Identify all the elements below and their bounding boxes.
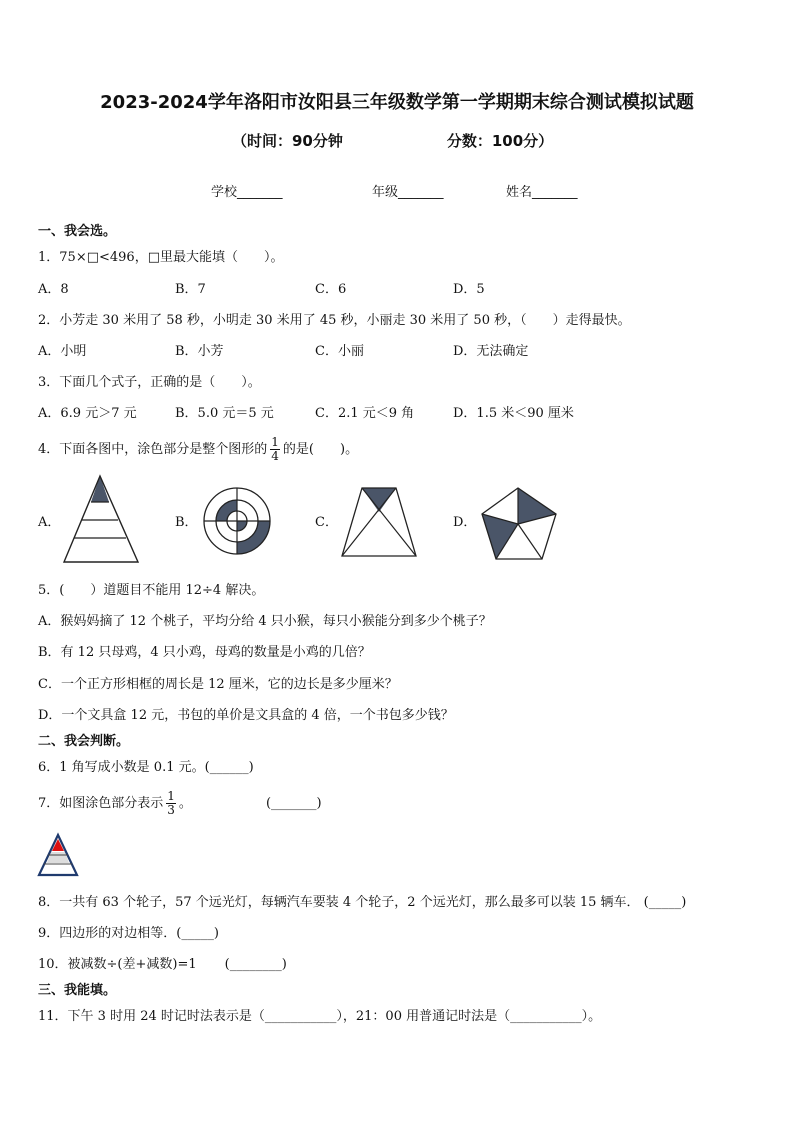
q7-figure-triangle	[38, 833, 80, 879]
q3-option-b[interactable]: B．5.0 元＝5 元	[175, 406, 274, 421]
q7-text-post: 。	[178, 796, 192, 811]
q4-option-b[interactable]: B．	[175, 515, 198, 530]
q2-option-a[interactable]: A．小明	[38, 344, 87, 359]
section-3-title: 三、我能填。	[38, 983, 117, 998]
q2-text: 2．小芳走 30 米用了 58 秒，小明走 30 米用了 45 秒，小丽走 30 米用了 50 秒，（ ）走得最快。	[38, 313, 631, 328]
q4-text-pre: 4．下面各图中，涂色部分是整个图形的	[38, 442, 268, 457]
q5-option-a[interactable]: A．猴妈妈摘了 12 个桃子，平均分给 4 只小猴，每只小猴能分到多少个桃子？	[38, 614, 492, 629]
q1-option-a[interactable]: A．8	[38, 282, 69, 297]
q8-text: 8．一共有 63 个轮子，57 个远光灯，每辆汽车要装 4 个轮子，2 个远光灯，那么最多可以装 15 辆车． (_____)	[38, 895, 687, 910]
section-1-title: 一、我会选。	[38, 224, 117, 239]
q3-text: 3．下面几个式子，正确的是（ ）。	[38, 375, 261, 390]
exam-time: （时间：90分钟	[232, 132, 343, 150]
q10-answer-blank[interactable]: (________)	[224, 957, 287, 972]
q5-option-d[interactable]: D．一个文具盒 12 元，书包的单价是文具盒的 4 倍，一个书包多少钱？	[38, 708, 454, 723]
name-field[interactable]: 姓名_______	[506, 185, 578, 200]
q2-option-d[interactable]: D．无法确定	[453, 344, 529, 359]
q10-text	[38, 957, 287, 973]
q4-option-c[interactable]: C．	[315, 515, 338, 530]
q7-text	[38, 786, 322, 822]
q3-option-d[interactable]: D．1.5 米＜90 厘米	[453, 406, 574, 421]
exam-meta	[232, 130, 553, 151]
q2-option-b[interactable]: B．小芳	[175, 344, 224, 359]
q7-text-pre: 7．如图涂色部分表示	[38, 796, 164, 811]
grade-field[interactable]: 年级_______	[372, 185, 444, 200]
q5-option-b[interactable]: B．有 12 只母鸡，4 只小鸡，母鸡的数量是小鸡的几倍？	[38, 645, 371, 660]
q4-option-a[interactable]: A．	[38, 515, 61, 530]
q4-text-post: 的是( )。	[282, 442, 359, 457]
q7-fraction: $\frac{1}{3}$	[167, 789, 175, 817]
q4-figure-b-circles	[202, 486, 272, 556]
exam-score: 分数：100分）	[446, 132, 554, 150]
q6-text: 6．1 角写成小数是 0.1 元。(______)	[38, 760, 254, 775]
q4-text	[38, 436, 358, 464]
q7-answer-blank[interactable]: (_______)	[265, 796, 322, 811]
q1-text: 1．75×□<496，□里最大能填（ ）。	[38, 250, 284, 265]
q4-fraction: $\frac{1}{4}$	[271, 435, 279, 463]
q3-option-c[interactable]: C．2.1 元＜9 角	[315, 406, 415, 421]
q11-text: 11．下午 3 时用 24 时记时法表示是（___________），21：00 用普通记时法是（___________）。	[38, 1009, 602, 1024]
q4-figure-c-trapezoid	[340, 486, 418, 558]
q1-option-d[interactable]: D．5	[453, 282, 485, 297]
page-title: 2023-2024学年洛阳市汝阳县三年级数学第一学期期末综合测试模拟试题	[100, 92, 694, 113]
q4-figure-a-triangle	[62, 474, 142, 566]
q10-text-body: 10．被减数÷(差+减数)=1	[38, 957, 197, 972]
q1-option-c[interactable]: C．6	[315, 282, 347, 297]
q5-text: 5．( ）道题目不能用 12÷4 解决。	[38, 583, 265, 598]
q1-option-b[interactable]: B．7	[175, 282, 206, 297]
q4-figure-d-pentagon	[480, 486, 560, 562]
q5-option-c[interactable]: C．一个正方形相框的周长是 12 厘米，它的边长是多少厘米？	[38, 677, 398, 692]
q4-option-d[interactable]: D．	[453, 515, 477, 530]
section-2-title: 二、我会判断。	[38, 734, 130, 749]
q3-option-a[interactable]: A．6.9 元＞7 元	[38, 406, 137, 421]
q2-option-c[interactable]: C．小丽	[315, 344, 364, 359]
q9-text: 9．四边形的对边相等．(_____)	[38, 926, 219, 941]
school-field[interactable]: 学校_______	[211, 185, 283, 200]
